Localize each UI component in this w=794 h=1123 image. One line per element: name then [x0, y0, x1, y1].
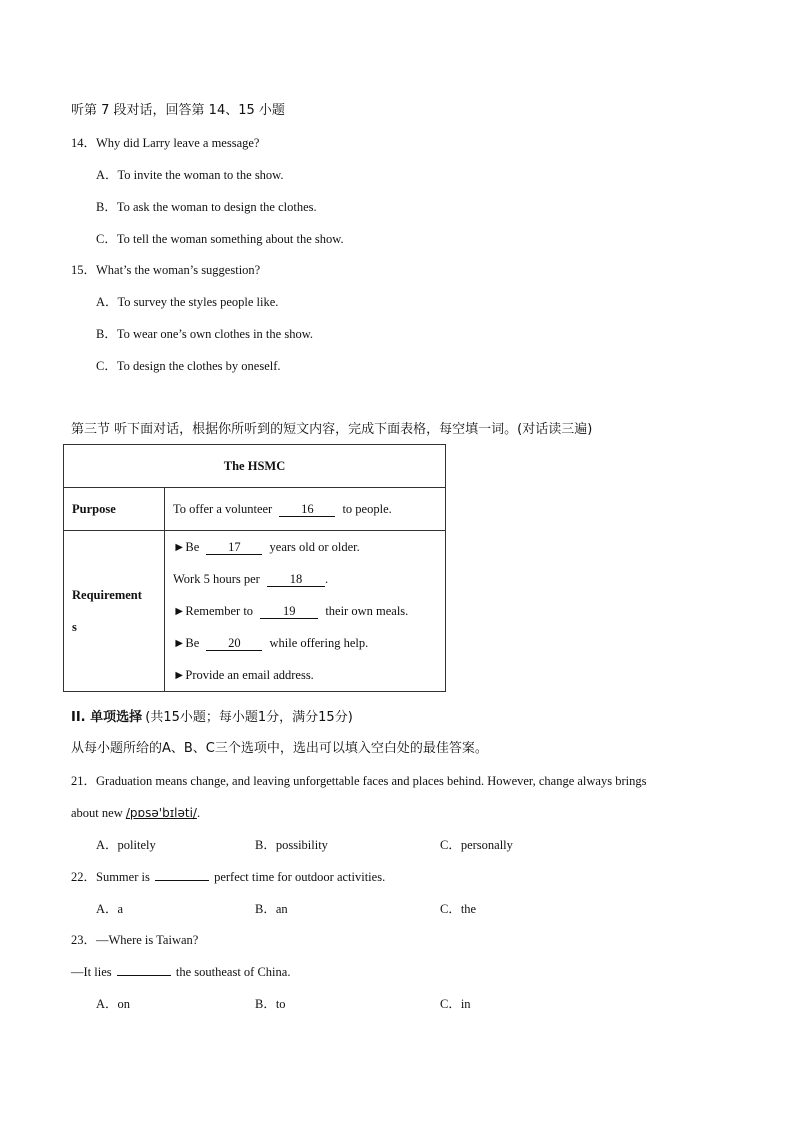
question-15-stem: 15．What’s the woman’s suggestion?: [71, 263, 261, 277]
question-14-option-a: A．To invite the woman to the show.: [96, 168, 284, 182]
question-21-line2-prefix: about new: [71, 806, 126, 820]
question-23-option-a: A．on: [96, 997, 131, 1011]
question-23-blank: [117, 975, 171, 976]
question-21-option-c: C．personally: [440, 838, 513, 852]
question-23-line2-suffix: the southeast of China.: [175, 965, 291, 979]
question-22-blank: [155, 880, 209, 881]
question-14-option-c: C．To tell the woman something about the show.: [96, 232, 344, 246]
blank-20: 20: [206, 636, 262, 651]
question-22-stem-suffix: perfect time for outdoor activities.: [214, 870, 386, 884]
requirement-4-suffix: while offering help.: [269, 636, 369, 650]
section-ii-heading-rest: (共15小题；每小题1分，满分15分): [145, 710, 353, 725]
requirement-5: ►Provide an email address.: [173, 668, 314, 682]
requirements-label-line1: Requirement: [72, 588, 142, 602]
blank-19: 19: [260, 604, 318, 619]
question-23-stem: 23．—Where is Taiwan?: [71, 933, 199, 947]
question-23-line2: [71, 964, 290, 980]
requirements-label: [64, 531, 165, 692]
blank-17: 17: [206, 540, 262, 555]
question-21-line2: [71, 805, 200, 821]
requirement-1-suffix: years old or older.: [269, 540, 360, 554]
section-heading-listening-7: 听第 7 段对话，回答第 14、15 小题: [71, 103, 285, 118]
question-15-option-a: A．To survey the styles people like.: [96, 295, 279, 309]
question-21-line2-suffix: .: [196, 806, 201, 820]
purpose-suffix: to people.: [342, 501, 392, 516]
question-14-stem: 14．Why did Larry leave a message?: [71, 136, 260, 150]
question-15-option-b: B．To wear one’s own clothes in the show.: [96, 327, 314, 341]
section-ii-heading: [71, 709, 353, 726]
hsmc-table: [63, 444, 446, 692]
question-22-option-b: B．an: [255, 902, 288, 916]
purpose-label: Purpose: [64, 488, 165, 531]
requirement-4-prefix: ►Be: [173, 636, 200, 650]
requirement-1-prefix: ►Be: [173, 540, 200, 554]
question-22-option-a: A．a: [96, 902, 124, 916]
question-21-line1: 21．Graduation means change, and leaving unforgettable faces and places behind. However, change always brings: [71, 774, 647, 788]
question-21-option-b: B．possibility: [255, 838, 328, 852]
question-14-option-b: B．To ask the woman to design the clothes.: [96, 200, 317, 214]
question-23-option-c: C．in: [440, 997, 471, 1011]
blank-18: 18: [267, 572, 325, 587]
requirement-3: [173, 595, 437, 627]
requirement-4: [173, 627, 437, 659]
requirement-2-prefix: Work 5 hours per: [173, 572, 260, 586]
purpose-cell: [165, 488, 446, 531]
question-21-phonetic: /pɒsə'bɪləti/: [125, 806, 197, 820]
blank-16: 16: [279, 502, 335, 517]
question-21-option-a: A．politely: [96, 838, 156, 852]
requirement-2: [173, 563, 437, 595]
question-23-line2-prefix: —It lies: [71, 965, 112, 979]
question-15-option-c: C．To design the clothes by oneself.: [96, 359, 281, 373]
purpose-prefix: To offer a volunteer: [173, 501, 273, 516]
question-22-option-c: C．the: [440, 902, 477, 916]
question-22-stem-prefix: 22．Summer is: [71, 870, 150, 884]
section-three-heading: 第三节 听下面对话，根据你所听到的短文内容，完成下面表格，每空填一词。(对话读三遍): [71, 422, 593, 437]
requirement-3-prefix: ►Remember to: [173, 604, 254, 618]
question-23-option-b: B．to: [255, 997, 286, 1011]
requirement-1: [173, 531, 437, 563]
table-title: The HSMC: [64, 445, 446, 488]
requirement-3-suffix: their own meals.: [325, 604, 409, 618]
requirement-2-suffix: .: [324, 572, 329, 586]
requirements-label-line2: s: [72, 620, 77, 634]
section-ii-instruction: 从每小题所给的A、B、C三个选项中，选出可以填入空白处的最佳答案。: [71, 741, 488, 756]
section-ii-heading-bold: II. 单项选择: [71, 710, 143, 725]
requirements-cell: [165, 531, 446, 692]
question-22-stem: [71, 869, 385, 885]
